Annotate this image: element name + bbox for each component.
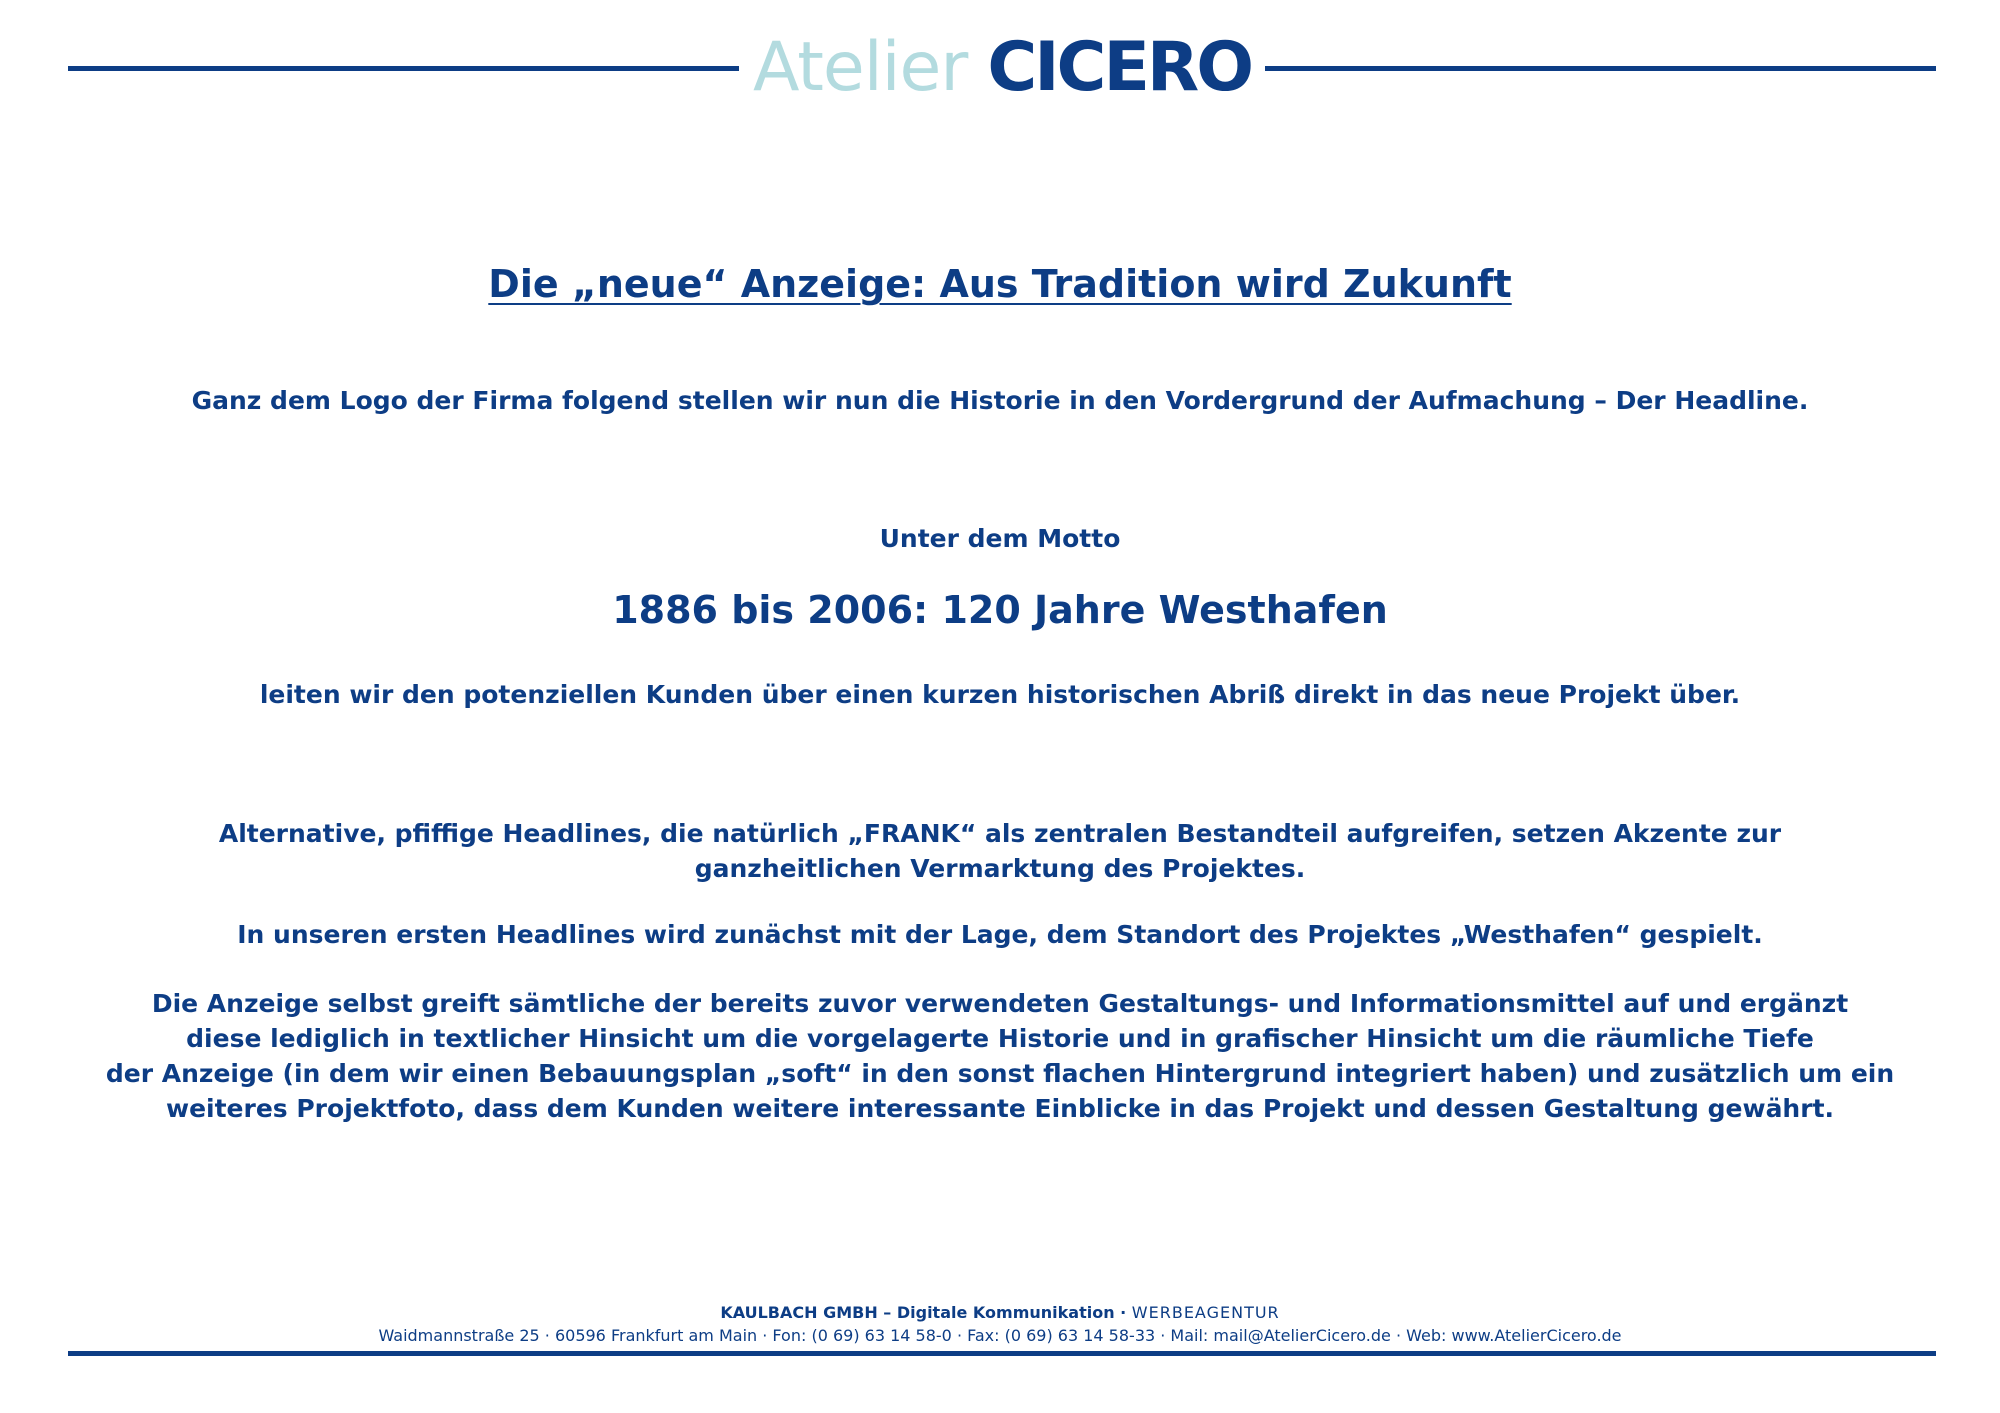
motto-label: Unter dem Motto [879, 524, 1121, 553]
footer-address-line: Waidmannstraße 25 · 60596 Frankfurt am Main · Fon: (0 69) 63 14 58-0 · Fax: (0 69) 63 14 58-33 · Mail: mail@AtelierCicero.de · Web: www.AtelierCicero.de [378, 1326, 1622, 1345]
intro-paragraph: Ganz dem Logo der Firma folgend stellen wir nun die Historie in den Vordergrund der Aufmachung – Der Headline. [191, 386, 1809, 415]
anzeige-paragraph [0, 986, 2000, 1126]
header-rule-right [1265, 66, 1936, 71]
header-rule-left [68, 66, 739, 71]
logo-atelier-text: Atelier [752, 28, 968, 107]
paragraph-line: weiteres Projektfoto, dass dem Kunden weitere interessante Einblicke in das Projekt und dessen Gestaltung gewährt. [165, 1094, 1835, 1123]
paragraph-line: Alternative, pfiffige Headlines, die natürlich „FRANK“ als zentralen Bestandteil aufgreifen, setzen Akzente zur [218, 819, 1782, 848]
paragraph-line: Die Anzeige selbst greift sämtliche der bereits zuvor verwendeten Gestaltungs- und Informationsmittel auf und ergänzt [151, 989, 1849, 1018]
paragraph-line: diese lediglich in textlicher Hinsicht um die vorgelagerte Historie und in grafischer Hinsicht um die räumliche Tiefe [186, 1024, 1814, 1053]
paragraph-line: der Anzeige (in dem wir einen Bebauungsplan „soft“ in den sonst flachen Hintergrund integriert haben) und zusätzlich um ein [105, 1059, 1895, 1088]
paragraph-line: ganzheitlichen Vermarktung des Projektes. [694, 854, 1306, 883]
motto-follow-paragraph: leiten wir den potenziellen Kunden über einen kurzen historischen Abriß direkt in das neue Projekt über. [259, 680, 1741, 709]
logo-cicero-text: CICERO [987, 28, 1252, 107]
alternative-headlines-paragraph [0, 816, 2000, 886]
motto-headline: 1886 bis 2006: 120 Jahre Westhafen [612, 588, 1388, 632]
brand-header [68, 26, 1936, 110]
first-headlines-paragraph: In unseren ersten Headlines wird zunächst mit der Lage, dem Standort des Projektes „Westhafen“ gespielt. [237, 920, 1763, 949]
footer-agency: WERBEAGENTUR [1131, 1303, 1280, 1322]
atelier-cicero-logo [739, 26, 1265, 110]
page-headline: Die „neue“ Anzeige: Aus Tradition wird Zukunft [488, 262, 1512, 306]
footer-rule [68, 1351, 1936, 1356]
footer-separator: · [1114, 1303, 1132, 1322]
footer-company-name: KAULBACH GMBH – Digitale Kommunikation [720, 1303, 1115, 1322]
footer-company-line [0, 1303, 2000, 1322]
